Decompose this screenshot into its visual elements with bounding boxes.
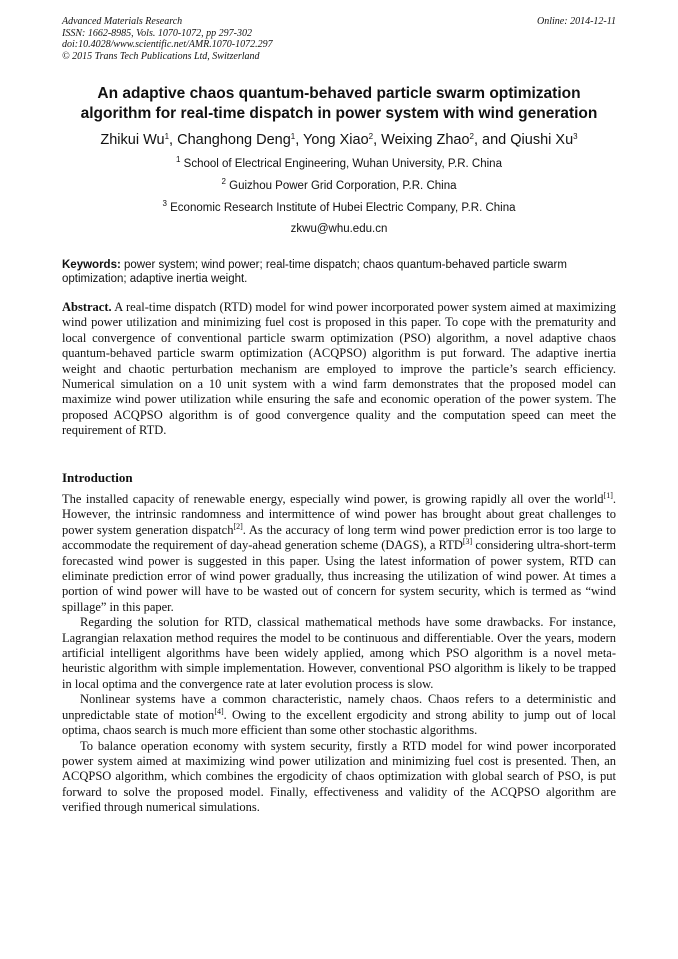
author-name: , Yong Xiao	[295, 132, 369, 148]
issn-line: ISSN: 1662-8985, Vols. 1070-1072, pp 297-302	[62, 27, 252, 39]
keywords-label: Keywords:	[62, 259, 121, 271]
affiliation-marker: 2	[469, 132, 474, 141]
affiliation-text: School of Electrical Engineering, Wuhan University, P.R. China	[180, 158, 502, 170]
author-name: , Changhong Deng	[169, 132, 291, 148]
author-name: , and Qiushi Xu	[474, 132, 574, 148]
affiliation-2	[62, 179, 616, 193]
text-span: Nonlinear systems have a common characteristic, namely chaos. Chaos refers to a deterministic and unpredictable state of motion	[62, 692, 616, 722]
paragraph: To balance operation economy with system security, firstly a RTD model for wind power incorporated power system aimed at maximizing wind power utilization and minimizing fuel cost is presented. Then, an ACQPSO algorithm, which combines the ergodicity of chaos optimization with global search of PSO, is put forward to solve the proposed model. Finally, effectiveness and validity of the ACQPSO algorithm are verified through numerical simulations.	[62, 738, 616, 815]
journal-name: Advanced Materials Research	[62, 16, 183, 27]
affiliation-marker: 1	[290, 132, 296, 141]
affiliation-marker: 2	[368, 132, 374, 141]
text-span: . Owing to the excellent ergodicity and strong ability to jump out of local optima, chaos search is much more efficient than some other stochastic algorithms.	[62, 707, 617, 738]
paper-title: An adaptive chaos quantum-behaved particle swarm optimization algorithm for real-time dispatch in power system with wind generation	[80, 85, 598, 122]
abstract-label: Abstract.	[62, 300, 112, 314]
affiliation-marker: 2	[221, 177, 226, 186]
text-span: . However, the intrinsic randomness and intermittence of wind power has brought about great challenges to power system generation dispatch	[62, 492, 616, 537]
text-span: The installed capacity of renewable energy, especially wind power, is growing rapidly all over the world	[62, 492, 604, 506]
online-date: Online: 2014-12-11	[537, 16, 616, 27]
author-name: , Weixing Zhao	[373, 132, 470, 148]
abstract-text: A real-time dispatch (RTD) model for wind power incorporated power system aimed at maximizing wind power utilization and minimizing fuel cost is proposed in this paper. To cope with the prematurity and local convergence of conventional particle swarm optimization (PSO) algorithm, a novel adaptive chaos quantum-behaved particle swarm optimization (ACQPSO) algorithm is put forward. The adaptive inertia weight and chaotic perturbation mechanism are employed to improve the particle’s search efficiency. Numerical simulation on a 10 unit system with a wind farm demonstrates that the proposed model can maximize wind power utilization while ensuring the safe and economic operation of the power system. The proposed ACQPSO algorithm is of good convergence quality and the computation speed can meet the requirement of RTD.	[62, 300, 616, 438]
affiliation-marker: 1	[176, 155, 181, 164]
paragraph: Regarding the solution for RTD, classical mathematical methods have some drawbacks. For instance, Lagrangian relaxation method requires the model to be continuous and differentiable. Over the years, modern artificial intelligent algorithms have been widely applied, among which PSO algorithm is a novel meta-heuristic algorithm with simple implementation. However, conventional PSO algorithm is likely to be trapped in local optima and the convergence rate at later evolution process is slow.	[62, 615, 616, 691]
doi-line: doi:10.4028/www.scientific.net/AMR.1070-1072.297	[62, 39, 273, 50]
citation: [2]	[233, 521, 243, 531]
keywords	[62, 258, 616, 286]
section-heading-introduction: Introduction	[62, 470, 133, 485]
keywords-text: power system; wind power; real-time dispatch; chaos quantum-behaved particle swarm optimization; adaptive inertia weight.	[62, 259, 567, 285]
affiliation-text: Economic Research Institute of Hubei Electric Company, P.R. China	[166, 202, 516, 214]
author-email: zkwu@whu.edu.cn	[290, 223, 388, 235]
affiliation-marker: 3	[573, 132, 578, 141]
affiliation-3	[62, 201, 616, 215]
paragraph	[62, 492, 616, 615]
citation: [1]	[603, 491, 613, 500]
affiliation-marker: 3	[162, 199, 167, 208]
journal-header	[62, 16, 616, 62]
citation: [4]	[214, 706, 224, 716]
affiliation-1	[62, 157, 616, 171]
paragraph	[62, 692, 616, 738]
introduction-body	[62, 492, 616, 816]
text-span: considering ultra-short-term forecasted wind power is suggested in this paper. Using the latest information of power system, RTD can eliminate prediction error of wind power gradually, thus increasing the utilization of wind power. At times a portion of wind power will have to be wasted out of concern for system security, which is termed as “wind spillage” in this paper.	[62, 538, 616, 614]
affiliation-marker: 1	[164, 132, 170, 141]
text-span: . As the accuracy of long term wind power prediction error is too large to accommodate the requirement of day-ahead generation scheme (DAGS), a RTD	[62, 522, 616, 553]
author-name: Zhikui Wu	[100, 132, 165, 148]
copyright-line: © 2015 Trans Tech Publications Ltd, Switzerland	[62, 50, 260, 62]
affiliation-text: Guizhou Power Grid Corporation, P.R. China	[225, 180, 457, 192]
author-list	[62, 131, 616, 149]
abstract	[62, 300, 616, 439]
citation: [3]	[462, 537, 473, 547]
